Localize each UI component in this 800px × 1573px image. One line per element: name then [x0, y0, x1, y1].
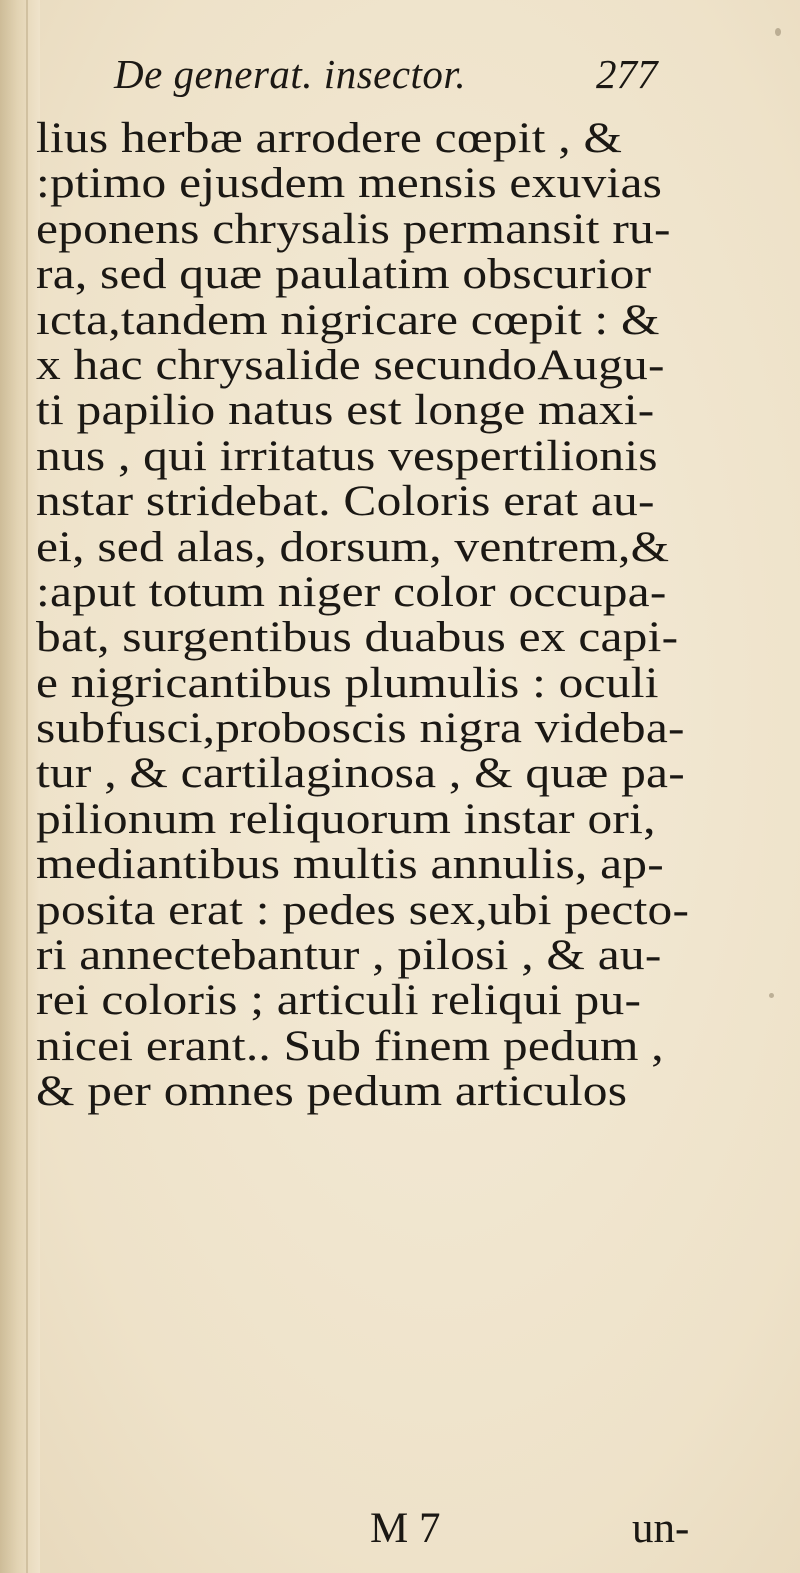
text-line [0, 479, 800, 524]
text-line [0, 661, 800, 706]
line-text: nstar stridebat. Coloris erat au- [36, 478, 655, 526]
text-line [0, 434, 800, 479]
line-text: nus , qui irritatus vespertilionis [36, 432, 658, 480]
text-line [0, 751, 800, 796]
line-text: ti papilio natus est longe maxi- [36, 387, 655, 435]
line-text: e nigricantibus plumulis : oculi [36, 659, 659, 707]
line-text: mediantibus multis annulis, ap- [36, 841, 664, 889]
line-text: x hac chrysalide secundoAugu- [36, 341, 665, 389]
text-line [0, 570, 800, 615]
text-line [0, 525, 800, 570]
text-line [0, 252, 800, 297]
text-line [0, 1024, 800, 1069]
text-line [0, 978, 800, 1023]
text-line [0, 888, 800, 933]
line-text: bat, surgentibus duabus ex capi- [36, 614, 679, 662]
line-text: :aput totum niger color occupa- [36, 568, 667, 616]
text-line [0, 161, 800, 206]
body-text [0, 116, 800, 1115]
line-text: eponens chrysalis permansit ru- [36, 205, 671, 253]
running-head-title: De generat. insector. [114, 51, 467, 97]
line-text: subfusci,proboscis nigra videba- [36, 705, 685, 753]
line-text: :ptimo ejusdem mensis exuvias [36, 160, 663, 208]
line-text: ri annectebantur , pilosi , & au- [36, 932, 662, 980]
text-line [0, 388, 800, 433]
ink-speck [769, 993, 774, 998]
catchword: un- [632, 1505, 690, 1552]
text-line [0, 842, 800, 887]
line-text: nicei erant.. Sub finem pedum , [36, 1022, 664, 1070]
line-text: lius herbæ arrodere cœpit , & [36, 115, 623, 162]
line-text: tur , & cartilaginosa , & quæ pa- [36, 750, 685, 798]
line-text: ıcta,tandem nigricare cœpit : & [36, 296, 660, 344]
signature-mark: M 7 [370, 1505, 441, 1552]
text-line [0, 706, 800, 751]
text-line [0, 298, 800, 343]
text-line [0, 797, 800, 842]
line-text: & per omnes pedum articulos [36, 1068, 628, 1116]
line-text: ra, sed quæ paulatim obscurior [36, 251, 652, 299]
line-text: ei, sed alas, dorsum, ventrem,& [36, 523, 670, 571]
running-head [114, 50, 714, 110]
text-line [0, 116, 800, 161]
line-text: posita erat : pedes sex,ubi pecto- [36, 886, 690, 934]
line-text: rei coloris ; articuli reliqui pu- [36, 977, 642, 1025]
ink-speck [775, 28, 781, 36]
text-line [0, 933, 800, 978]
text-line [0, 207, 800, 252]
page-number: 277 [596, 51, 658, 97]
text-line [0, 615, 800, 660]
page-footer [0, 1504, 800, 1554]
text-line [0, 1069, 800, 1114]
text-line [0, 343, 800, 388]
line-text: pilionum reliquorum instar ori, [36, 795, 656, 843]
